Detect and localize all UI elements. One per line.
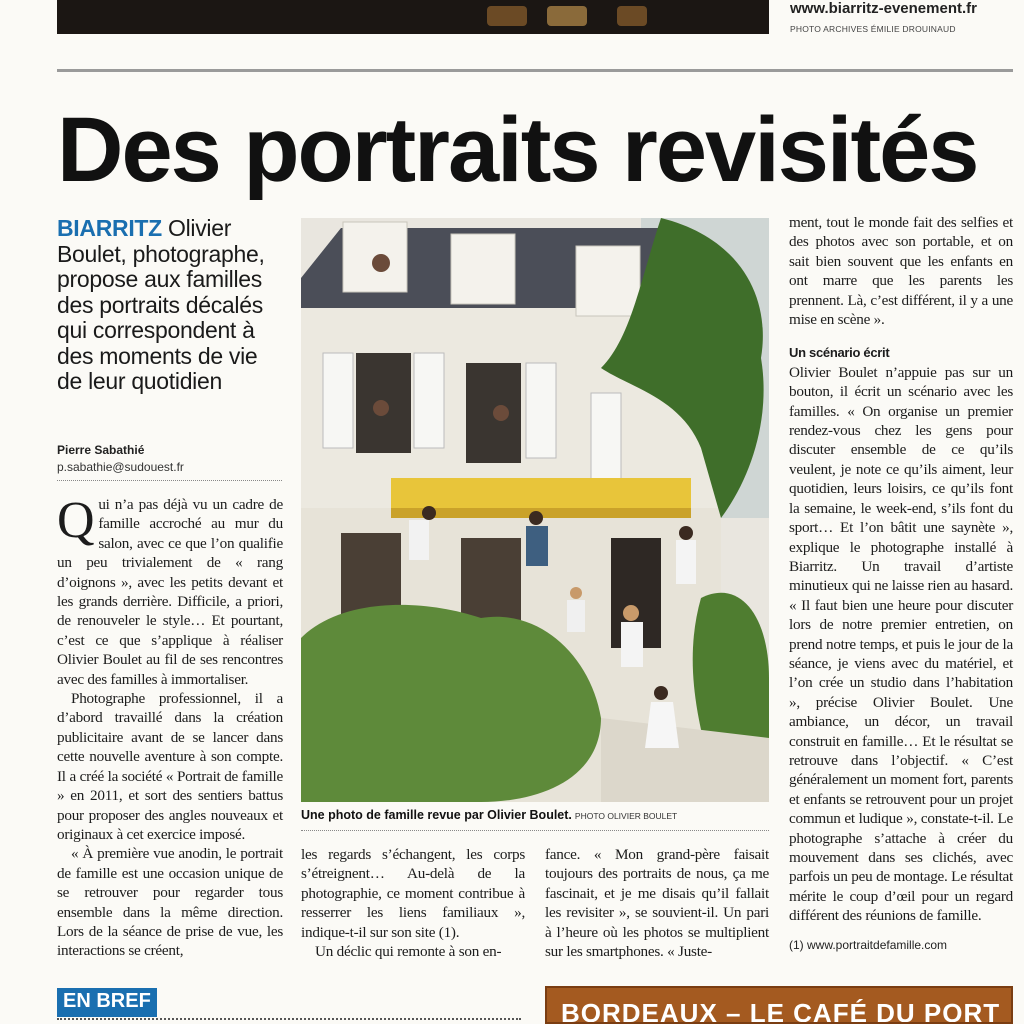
- caption-divider: [301, 830, 769, 831]
- intro-text: Olivier Boulet, photographe, propose aux familles des portraits décalés qui correspondent à des moments de vie de leur quotidien: [57, 215, 265, 394]
- light-decoration: [487, 6, 527, 26]
- author-name: Pierre Sabathié: [57, 443, 145, 457]
- bordeaux-banner: BORDEAUX – LE CAFÉ DU PORT: [545, 986, 1013, 1024]
- paragraph: Qui n’a pas déjà vu un cadre de famille accroché au mur du salon, avec ce que l’on qualifie un peu trivialement de « rang d’oignons », avec les petits devant et les grands derrière. Difficile, a priori, de renouveler le style… Et pourtant, c’est ce que s’applique à réaliser Olivier Boulet au fil de ses rencontres avec des familles à immortaliser.: [57, 492, 283, 688]
- top-photo-strip: [57, 0, 769, 34]
- photo-caption: [301, 808, 771, 822]
- en-bref-label: EN BREF: [57, 988, 157, 1017]
- paragraph: fance. « Mon grand-père faisait toujours des portraits de nous, ça me fascinait, et je me disais qu’il fallait les revisiter », se souvient-il. Un pari à l’heure où les photos se multiplient sur les smartphones. « Juste-: [545, 846, 769, 961]
- paragraph: Photographe professionnel, il a d’abord travaillé dans la création publicitaire avant de se lancer dans cette nouvelle aventure à son compte. Il a créé la société « Portrait de famille » en 2011, et sort des sentiers battus pour proposer des angles nouveaux et originaux à cet exercice imposé.: [57, 690, 283, 843]
- paragraph: Olivier Boulet n’appuie pas sur un bouton, il écrit un scénario avec les familles. « On organise un premier rendez-vous chez les gens pour discuter ensemble de ce qu’ils veulent, je note ce qu’ils aiment, leur quotidien, leurs loisirs, ce qu’ils font la semaine, le week-end, s’ils font du sport… Et l’on bâtit une saynète », explique le photographe installé à Biarritz. Un travail d’artiste minutieux qui ne laisse rien au hasard. « Il faut bien une heure pour discuter lors de notre premier entretien, on prend notre temps, et puis le jour de la séance, je viens avec du matériel, et l’on crée un studio dans l’habitation », précise Olivier Boulet. Une ambiance, un décor, un travail construit en famille… Et le résultat se retrouve dans l’objectif. « C’est généralement un moment fort, parents et enfants se retrouvent pour un projet commun et ludique », constate-t-il. Le photographe s’attache à créer du mouvement dans ses clichés, avec parfois un peu de montage. Le résultat mérite le coup d’œil pour un regard différent des réunions de famille.: [789, 363, 1013, 925]
- author-email[interactable]: p.sabathie@sudouest.fr: [57, 460, 184, 474]
- family-photo: [301, 218, 769, 802]
- light-decoration: [547, 6, 587, 26]
- paragraph: « À première vue anodin, le portrait de famille est une occasion unique de se retrouver pour regarder tous ensemble dans la même direction. Lors de la séance de prise de vue, les interactions se créent,: [57, 845, 283, 960]
- paragraph: Un déclic qui remonte à son en-: [315, 943, 502, 961]
- footnote-link[interactable]: (1) www.portraitdefamille.com: [789, 938, 948, 952]
- headline: Des portraits revisités: [57, 99, 978, 201]
- article-column-1: [57, 492, 283, 961]
- intro-lede: [57, 216, 279, 395]
- bref-divider: [57, 1018, 521, 1020]
- light-decoration: [617, 6, 647, 26]
- caption-credit: PHOTO OLIVIER BOULET: [574, 811, 678, 821]
- author-divider: [57, 480, 282, 482]
- section-divider: [57, 69, 1013, 72]
- paragraph: ment, tout le monde fait des selfies et des photos avec son portable, et on sait bien souvent que les enfants en ont marre que les parents les prennent. Là, c’est différent, il y a une mise en scène ».: [789, 214, 1013, 329]
- paragraph: les regards s’échangent, les corps s’étreignent… Au-delà de la photographie, ce moment contribue à resserrer les liens familiaux », indique-t-il sur son site (1).: [301, 846, 525, 941]
- article-column-2: [301, 845, 525, 961]
- subheading: Un scénario écrit: [789, 345, 890, 361]
- top-photo-credit: PHOTO ARCHIVES ÉMILIE DROUINAUD: [790, 24, 956, 34]
- caption-text: Une photo de famille revue par Olivier Boulet.: [301, 808, 572, 822]
- house-illustration: [301, 218, 769, 802]
- article-column-4: [789, 213, 1013, 926]
- top-website-link[interactable]: www.biarritz-evenement.fr: [790, 0, 977, 17]
- intro-city: BIARRITZ: [57, 215, 162, 241]
- drop-cap: Q: [57, 492, 95, 549]
- article-column-3: [545, 845, 769, 961]
